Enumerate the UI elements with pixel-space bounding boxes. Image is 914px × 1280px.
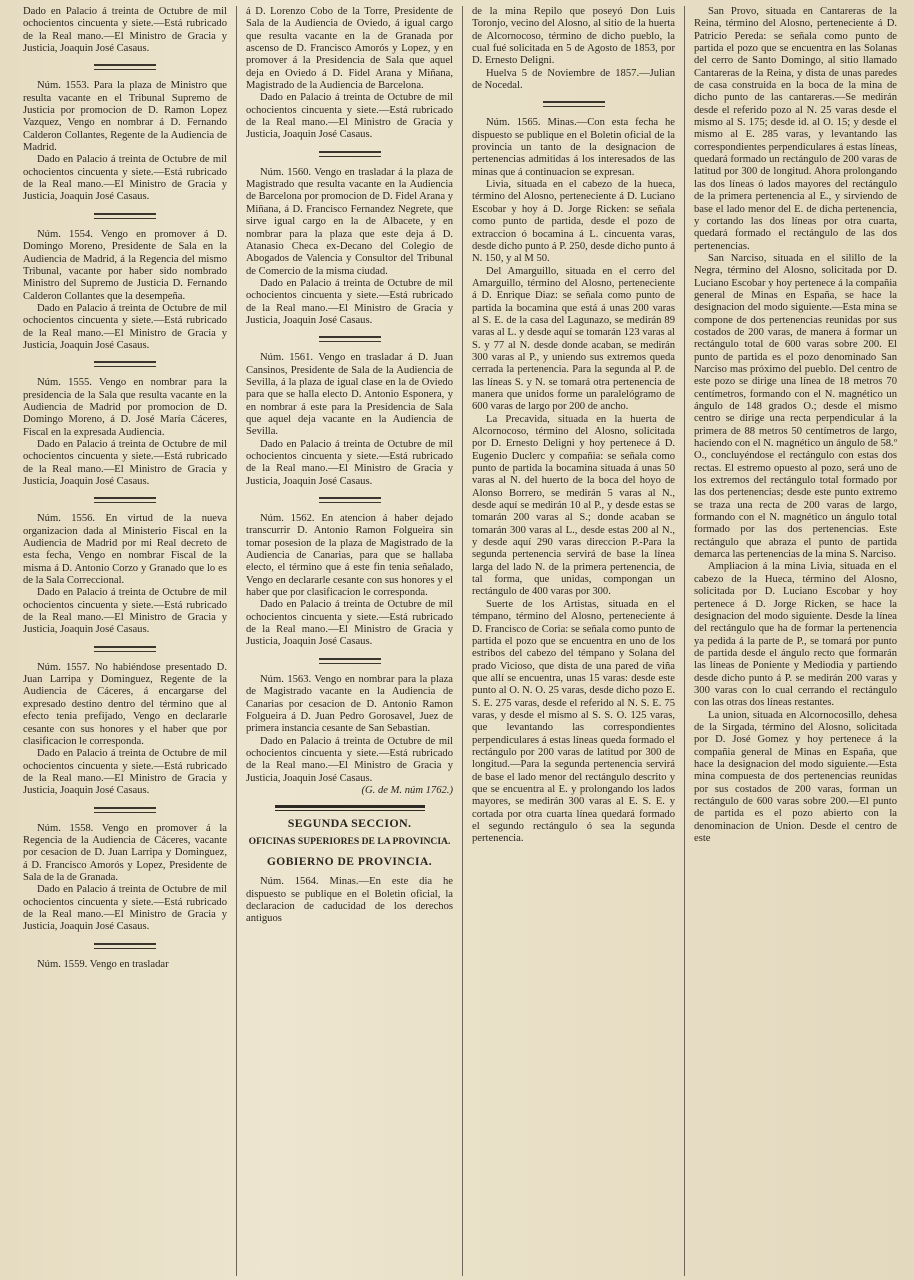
section-separator bbox=[319, 658, 381, 664]
article-paragraph: San Narciso, situada en el silillo de la Negra, término del Alosno, solicitada por D. Luciano Escobar y hoy pertenece á la compañia general de Minas en España, se hace la designacion del modo siguiente.—Esta mina se compone de dos pertenencias reunidas por sus costados de 200 varas, de manera á formar un rectángulo total de 600 varas sobre 200. El punto de partida es el pozo denominado San Narciso mas próximo del pueblo. Del centro de este pozo se dirige una línea de 18 metros 70 centímetros, formando con el N. magnético un ángulo de 148 grados O.; desde el mismo centro se dirige una recta perpendicular á la primera de 88 metros 50 centímetros de largo, haciendo con el N. magnético un ángulo de 58.º O., concluyéndose el rectángulo con estas dos rectas. El estremo opuesto al pozo, será uno de los extremos del rectángulo total formado por las dos pertenencias; desde este punto extremo se traza una recta de 200 varas de largo, formando con el N. magnético un ángulo total formado por las dos pertenencias. Este rectángulo que abraza el punto de partida demarca las pertenencias de la mina S. Narciso. bbox=[694, 252, 897, 561]
article-paragraph: Núm. 1565. Minas.—Con esta fecha he dispuesto se publique en el Boletin oficial de la provincia un tanto de la designacion de pertenencias admitidas á los interesados de las minas que á continuacion se expresan. bbox=[472, 117, 675, 178]
article-paragraph: Dado en Palacio á treinta de Octubre de mil ochocientos cincuenta y siete.—Está rubricado de la Real mano.—El Ministro de Gracia y Justicia, Joaquin José Casaus. bbox=[23, 302, 227, 351]
article-paragraph: Dado en Palacio á treinta de Octubre de mil ochocientos cincuenta y siete.—Está rubricado de la Real mano.—El Ministro de Gracia y Justicia, Joaquin José Casaus. bbox=[23, 587, 227, 636]
column-3 bbox=[462, 6, 684, 1276]
article-paragraph: Núm. 1559. Vengo en trasladar bbox=[37, 958, 169, 970]
article-paragraph: Núm. 1563. Vengo en nombrar para la plaza de Magistrado vacante en la Audiencia de Canarias por cesacion de D. Antonio Ramon Folgueira á D. Juan Pedro Gorosavel, Juez de primera instancia cesante de San Sebastian. bbox=[246, 673, 453, 735]
section-separator bbox=[543, 101, 605, 107]
section-heading: SEGUNDA SECCION. bbox=[287, 816, 412, 831]
office-heading: GOBIERNO DE PROVINCIA. bbox=[266, 855, 433, 868]
article-paragraph: Dado en Palacio á treinta de Octubre de mil ochocientos cincuenta y siete.—Está rubricado de la Real mano.—El Ministro de Gracia y Justicia, Joaquin José Casaus. bbox=[23, 748, 227, 797]
article-paragraph: Núm. 1562. En atencion á haber dejado transcurrir D. Antonio Ramon Folgueira sin tomar posesion de la plaza de Magistrado de la Audiencia de Canarias, para que se hallaba electo, el término que á este fin tenia señalado, Vengo en declararle cesante con sus honores y el haber que por clasificacion le corresponda. bbox=[246, 513, 453, 599]
article-paragraph: Núm. 1556. En virtud de la nueva organizacion dada al Ministerio Fiscal en la Audiencia de Madrid por mi Real decreto de esta fecha, Vengo en nombrar Fiscal de la misma á D. Antonio Corzo y Granado que lo es de la Sala Correccional. bbox=[23, 513, 227, 587]
article-paragraph: Núm. 1555. Vengo en nombrar para la presidencia de la Sala que resulta vacante en la Audiencia de Madrid por promocion de D. Domingo Moreno, á D. José María Cáceres, Fiscal en la expresada Audiencia. bbox=[23, 377, 227, 438]
article-paragraph: Núm. 1561. Vengo en trasladar á D. Juan Cansinos, Presidente de Sala de la Audiencia de Sevilla, á la plaza de igual clase en la de Oviedo para que se halla electo D. Antonio Esponera, y en nombrar á este para la Presidencia de Sala que aquel deja vacante en la Audiencia de Sevilla. bbox=[246, 352, 453, 438]
article-paragraph: Núm. 1557. No habiéndose presentado D. Juan Larripa y Dominguez, Regente de la Audiencia de Cáceres, á encargarse del expresado destino dentro del término que al efecto tenia prefijado, Vengo en declararle cesante con sus honores y el haber que por clasificacion le corresponda. bbox=[23, 661, 227, 747]
article-paragraph: Dado en Palacio á treinta de Octubre de mil ochocientos cincuenta y siete.—Está rubricado de la Real mano.—El Ministro de Gracia y Justicia, Joaquin José Casaus. bbox=[23, 884, 227, 933]
column-2 bbox=[236, 6, 462, 1276]
article-paragraph: Dado en Palacio á treinta de Octubre de mil ochocientos cincuenta y siete.—Está rubricado de la Real mano.—El Ministro de Gracia y Justicia, Joaquin José Casaus. bbox=[23, 6, 227, 55]
article-paragraph: La Precavida, situada en la huerta de Alcornocoso, término del Alosno, solicitada por D. Ernesto Deligni y hoy pertenece á D. Eugenio Duclerc y compañia: se señala como punto de partida la bocamina situada á unas 50 varas al N. del huerto de la boca del hoyo de Alonso Borrero, se medirán 5 varas al N., desde aquí se medirán 10 al P., y desde estas se tomarán 200 varas al S.; donde acaban se tomarán 300 varas al L., desde estas 200 al N., y desde aquí 290 varas direccion P.-Para la segunda pertenencia servirá de base la línea larga del lado N. de la primera pertenencia, de tal forma, que unidas, compongan un rectángulo de 400 varas por 300. bbox=[472, 413, 675, 598]
article-paragraph: Ampliacion á la mina Livia, situada en el cabezo de la Hueca, término del Alosno, solicitada por D. Luciano Escobar y hoy pertenece á D. Jorge Ricken, se hace la designacion del modo siguiente. Desde la línea del rectángulo que ha de formar la pertenencia ya pedida á la parte de P., se tomará por punto de partida desde el ángulo recto que formarán las líneas de Poniente y Mediodia y partiendo desde dicho punto á P. se medirán 200 varas y 300 varas con lo cual cerrando el rectángulo con las otras dos líneas restantes. bbox=[694, 561, 897, 709]
article-paragraph: á D. Lorenzo Cobo de la Torre, Presidente de Sala de la Audiencia de Oviedo, á igual cargo que resulta vacante en la de Granada por ascenso de D. Francisco Amorós y Lopez, y en promover á la Presidencia de Sala que aquel deja en Oviedo á D. Fidel Arana y Miñana, Magistrado de la Audiencia de Barcelona. bbox=[246, 6, 453, 92]
article-paragraph: Núm. 1554. Vengo en promover á D. Domingo Moreno, Presidente de Sala en la Audiencia de Madrid, á la Regencia del mismo Tribunal, vacante por haber sido nombrado Ministro del Supremo de Justicia D. Fernando Calderon Collantes que la desempeña. bbox=[23, 228, 227, 302]
article-paragraph: Dado en Palacio á treinta de Octubre de mil ochocientos cincuenta y siete.—Está rubricado de la Real mano.—El Ministro de Gracia y Justicia, Joaquin José Casaus. bbox=[246, 599, 453, 648]
article-paragraph: Dado en Palacio á treinta de Octubre de mil ochocientos cincuenta y siete.—Está rubricado de la Real mano.—El Ministro de Gracia y Justicia, Joaquin José Casaus. bbox=[23, 154, 227, 203]
section-separator bbox=[94, 497, 156, 503]
section-separator bbox=[94, 213, 156, 219]
section-separator bbox=[319, 497, 381, 503]
article-paragraph: Del Amarguillo, situada en el cerro del Amarguillo, término del Alosno, perteneciente á D. Enrique Diaz: se señala como punto de partida la bocamina que está á unas 200 varas al S. E. de la casa del Lagunazo, se medirán 89 varas al L. y desde aquí se tomarán 123 varas al S. y 77 al N. desde donde acaban, se medirán 300 varas al P., y uniendo sus extremos queda cerrada la pertenencia. Para la segunda al P. de las líneas S. y N. se tomará otra pertenencia de manera que unidos forme un paralelógramo de 600 varas de largo por 200 de ancho. bbox=[472, 265, 675, 413]
article-paragraph: Núm. 1558. Vengo en promover á la Regencia de la Audiencia de Cáceres, vacante por cesacion de D. Juan Larripa y Dominguez, á D. Francisco Amorós y Lopez, Presidente de Sala de la de Granada. bbox=[23, 822, 227, 883]
article-paragraph: Dado en Palacio á treinta de Octubre de mil ochocientos cincuenta y siete.—Está rubricado de la Real mano.—El Ministro de Gracia y Justicia, Joaquin José Casaus. bbox=[23, 438, 227, 487]
section-separator bbox=[319, 336, 381, 342]
article-paragraph: de la mina Repilo que poseyó Don Luis Toronjo, vecino del Alosno, al sitio de la huerta de Alcornocoso, término de dicho pueblo, la cual fué solicitada en 5 de Agosto de 1853, por D. Ernesto Deligni. bbox=[472, 6, 675, 67]
article-paragraph: Dado en Palacio á treinta de Octubre de mil ochocientos cincuenta y siete.—Está rubricado de la Real mano.—El Ministro de Gracia y Justicia, Joaquin José Casaus. bbox=[246, 438, 453, 487]
section-separator bbox=[94, 807, 156, 813]
section-separator bbox=[94, 646, 156, 652]
article-paragraph: Dado en Palacio á treinta de Octubre de mil ochocientos cincuenta y siete.—Está rubricado de la Real mano.—El Ministro de Gracia y Justicia, Joaquin José Casaus. bbox=[246, 735, 453, 784]
article-paragraph: Suerte de los Artistas, situada en el témpano, término del Alosno, perteneciente á D. Francisco de Coria: se señala como punto de partida el pozo que se encuentra en uno de los estribos del cabezo del témpano y Solana del prado Vicioso, que dista de una pared de viña que allí se encuentra, unas 15 varas: desde este punto al O. N. O. 25 varas, desde dicho pozo E. S. E. 275 varas, desde el referido al N. S. E. 75 varas, y desde el mismo al S. S. O. 125 varas, que levantando las correspondientes perpendiculares á estas líneas queda formado el rectángulo por 200 varas de latitud por 300 de longitud.—Para la segunda pertenencia servirá de base el lado menor del rectángulo descrito y que se encuentra al E. y prolongando los lados mayores, se medirán 300 varas al E. S. E. y cortada por otra cuarta línea quedará formado el segundo rectángulo ó sea la segunda pertenencia. bbox=[472, 598, 675, 845]
column-4 bbox=[684, 6, 906, 1276]
source-citation: (G. de M. núm 1762.) bbox=[361, 784, 453, 796]
article-paragraph: Dado en Palacio á treinta de Octubre de mil ochocientos cincuenta y siete.—Está rubricado de la Real mano.—El Ministro de Gracia y Justicia, Joaquin José Casaus. bbox=[246, 277, 453, 326]
article-paragraph: San Provo, situada en Cantareras de la Reina, término del Alosno, perteneciente á D. Patricio Pereda: se señala como punto de partida el pozo que se encuentra en las Solanas del cerro de Santo Domingo, al sitio llamado Cantareras de la Reina, y dista de unas paredes de casa construida en la boca de la mina de dicho punto de las cantareras.—Se medirán desde el referido pozo al N. 25 varas desde el mismo al S. 175; desde id. al O. 15; y desde el mismo al E. 285 varas, y levantando las correspondientes perpendiculares á estas líneas, quedará formado un rectángulo de 200 varas de latitud por 300 de longitud. Ahora prolongando las dos líneas ó lados mayores del rectángulo de la primera pertenencia al E., y sirviendo de base el lado menor del E. de dicha pertenencia, y cortando las dos líneas por otra cuarta, quedará formado el rectángulo de las dos pertenencias. bbox=[694, 6, 897, 252]
column-1 bbox=[14, 6, 236, 1276]
section-subheading: OFICINAS SUPERIORES DE LA PROVINCIA. bbox=[248, 835, 451, 847]
section-separator bbox=[94, 64, 156, 70]
article-paragraph: Dado en Palacio á treinta de Octubre de mil ochocientos cincuenta y siete.—Está rubricado de la Real mano.—El Ministro de Gracia y Justicia, Joaquin José Casaus. bbox=[246, 92, 453, 141]
section-separator bbox=[94, 943, 156, 949]
section-rule bbox=[275, 805, 425, 811]
article-paragraph: Huelva 5 de Noviembre de 1857.—Julian de Nocedal. bbox=[472, 67, 675, 92]
article-paragraph: Núm. 1553. Para la plaza de Ministro que resulta vacante en el Tribunal Supremo de Justicia por promocion de D. Ramon Lopez Vazquez, Vengo en nombrar á D. Fernando Calderon Collantes, Regente de la Audiencia de Madrid. bbox=[23, 80, 227, 154]
article-paragraph: Livia, situada en el cabezo de la hueca, término del Alosno, perteneciente á D. Luciano Escobar y hoy á D. Jorge Ricken: se señala como punto de partida, desde el pozo de extraccion ó bocamina á L. cincuenta varas, desde dicho punto á P. 250, desde dicho punto á N. 150, y al M 50. bbox=[472, 179, 675, 265]
section-separator bbox=[94, 361, 156, 367]
article-paragraph: La union, situada en Alcornocosillo, dehesa de la Sirgada, término del Alosno, solicitada por D. José Gomez y hoy pertenece á la compañia general de Minas en España, que hace la designacion del modo siguiente.—Esta mina compuesta de dos pertenencias reunidas por sus costados de 200 varas, forman un rectángulo de 600 varas sobre 200.—El punto de partida es el pozo abierto con la denominacion de Union. Desde el centro de este bbox=[694, 709, 897, 845]
article-paragraph: Núm. 1564. Minas.—En este dia he dispuesto se publique en el Boletin oficial, la declaracion de caducidad de los derechos antiguos bbox=[246, 876, 453, 925]
article-paragraph: Núm. 1560. Vengo en trasladar á la plaza de Magistrado que resulta vacante en la Audiencia de Barcelona por promocion de D. Fidel Arana y Miñana, á D. Francisco Fernandez Negrete, que sirve igual cargo en la de Albacete, y en nombrar para la plaza que este deja á D. Atanasio Checa ex-Decano del Colegio de Abogados de Valencia y Consultor del Tribunal de Comercio de la misma ciudad. bbox=[246, 166, 453, 277]
section-separator bbox=[319, 151, 381, 157]
